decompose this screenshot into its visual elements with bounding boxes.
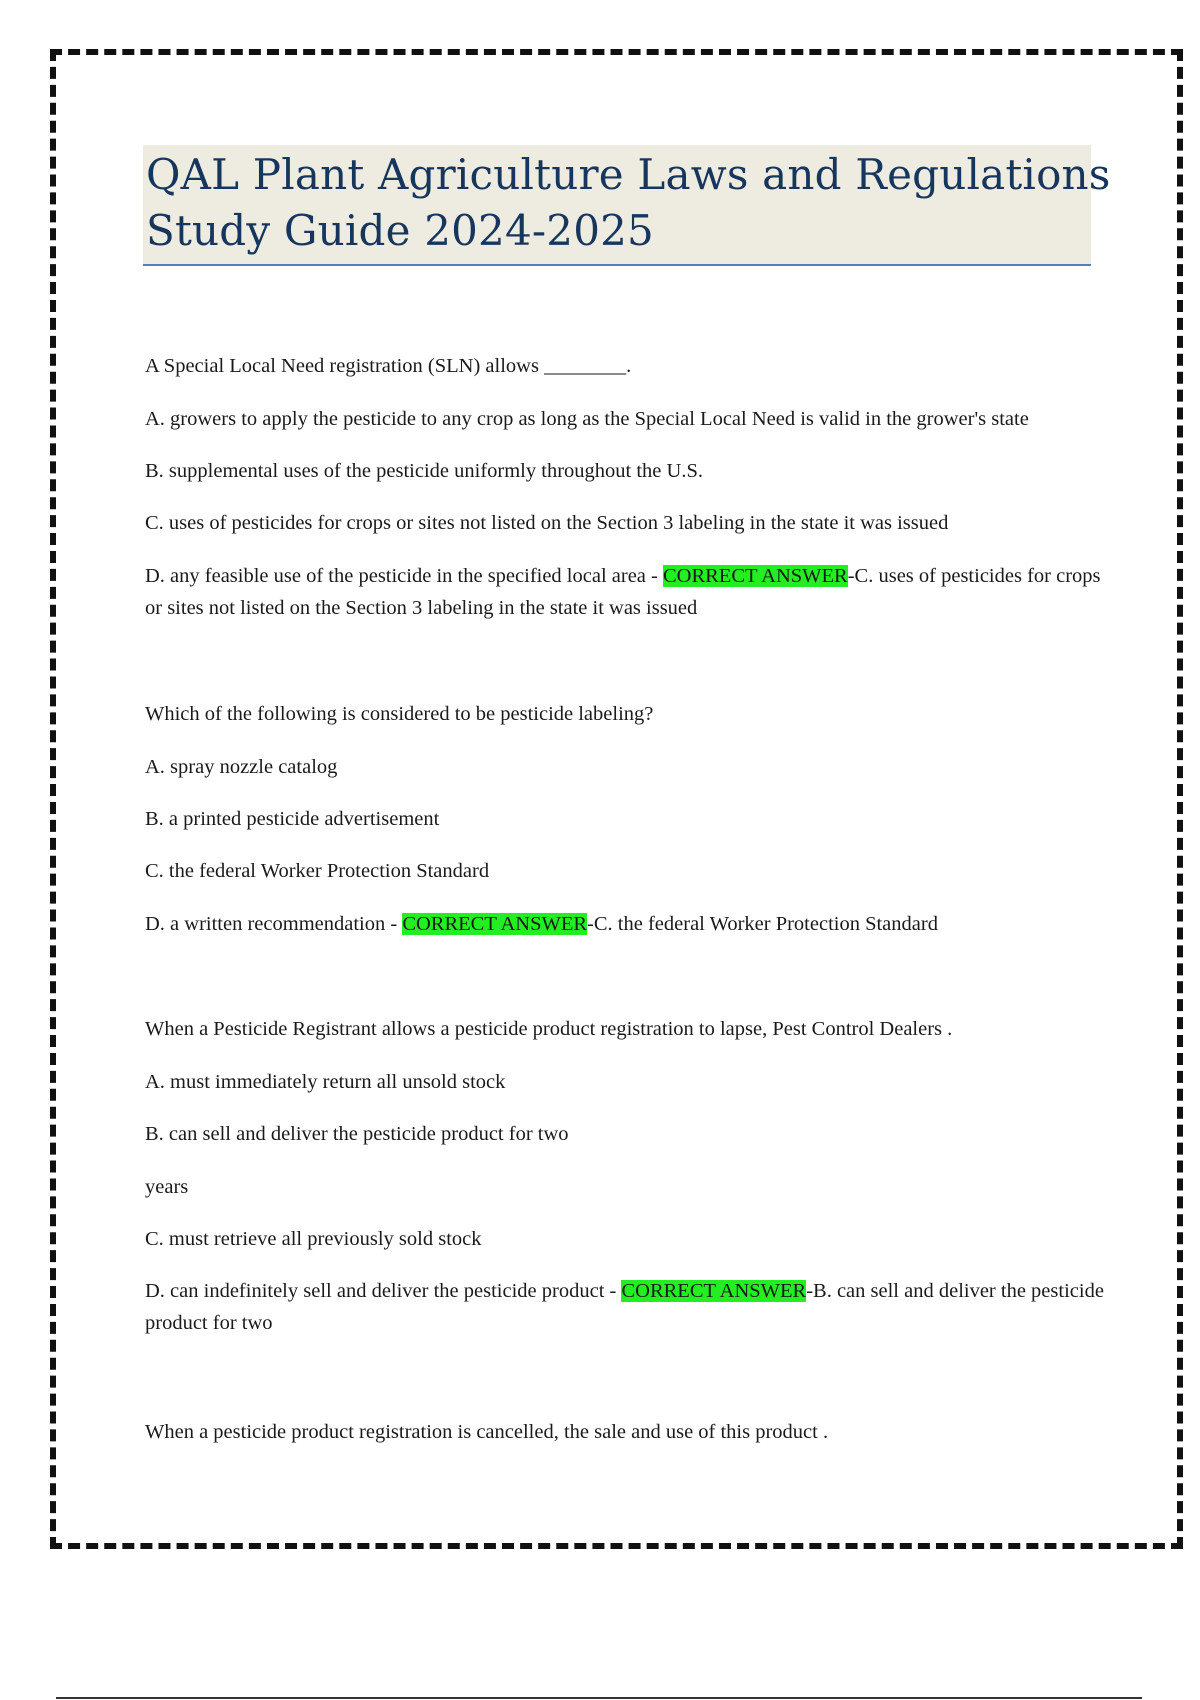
question-2-option-a: A. spray nozzle catalog xyxy=(145,756,338,778)
question-1-option-a: A. growers to apply the pesticide to any crop as long as the Special Local Need is valid in the grower's state xyxy=(145,408,1029,430)
correct-answer-highlight: CORRECT ANSWER xyxy=(402,913,588,935)
footer-divider xyxy=(56,1697,1142,1699)
question-1-answer: -C. uses of pesticides for crops or sites not listed on the Section 3 labeling in the state it was issued xyxy=(145,565,1101,619)
correct-answer-highlight: CORRECT ANSWER xyxy=(662,565,848,587)
page-title-line-2: Study Guide 2024-2025 xyxy=(146,206,654,255)
title-box xyxy=(143,145,1111,266)
question-2-option-c: C. the federal Worker Protection Standard xyxy=(145,860,490,882)
question-1-stem: A Special Local Need registration (SLN) allows ________. xyxy=(145,355,632,377)
question-3-option-a: A. must immediately return all unsold stock xyxy=(145,1071,506,1093)
question-3-option-d: D. can indefinitely sell and deliver the pesticide product - xyxy=(145,1280,622,1302)
question-3-option-d-with-answer xyxy=(145,1275,1105,1339)
question-2-stem: Which of the following is considered to be pesticide labeling? xyxy=(145,703,654,725)
question-2-option-d: D. a written recommendation - xyxy=(145,913,403,935)
question-1-option-d-with-answer xyxy=(145,560,1105,624)
question-3-answer: -B. can sell and deliver the pesticide product for two xyxy=(145,1280,1104,1334)
question-1-option-c: C. uses of pesticides for crops or sites not listed on the Section 3 labeling in the state it was issued xyxy=(145,512,949,534)
question-1-option-d: D. any feasible use of the pesticide in the specified local area - xyxy=(145,565,663,587)
question-1-option-b: B. supplemental uses of the pesticide uniformly throughout the U.S. xyxy=(145,460,703,482)
correct-answer-highlight: CORRECT ANSWER xyxy=(621,1280,807,1302)
question-4-stem: When a pesticide product registration is cancelled, the sale and use of this product . xyxy=(145,1421,829,1443)
question-2-answer: -C. the federal Worker Protection Standard xyxy=(587,913,938,935)
question-3-option-c: C. must retrieve all previously sold stock xyxy=(145,1228,482,1250)
question-3-option-b-continued: years xyxy=(145,1176,189,1198)
question-2-option-d-with-answer xyxy=(145,908,1105,940)
question-3-stem: When a Pesticide Registrant allows a pesticide product registration to lapse, Pest Control Dealers . xyxy=(145,1018,953,1040)
page-title-line-1: QAL Plant Agriculture Laws and Regulations xyxy=(146,150,1111,199)
question-3-option-b: B. can sell and deliver the pesticide product for two xyxy=(145,1123,569,1145)
question-2-option-b: B. a printed pesticide advertisement xyxy=(145,808,440,830)
